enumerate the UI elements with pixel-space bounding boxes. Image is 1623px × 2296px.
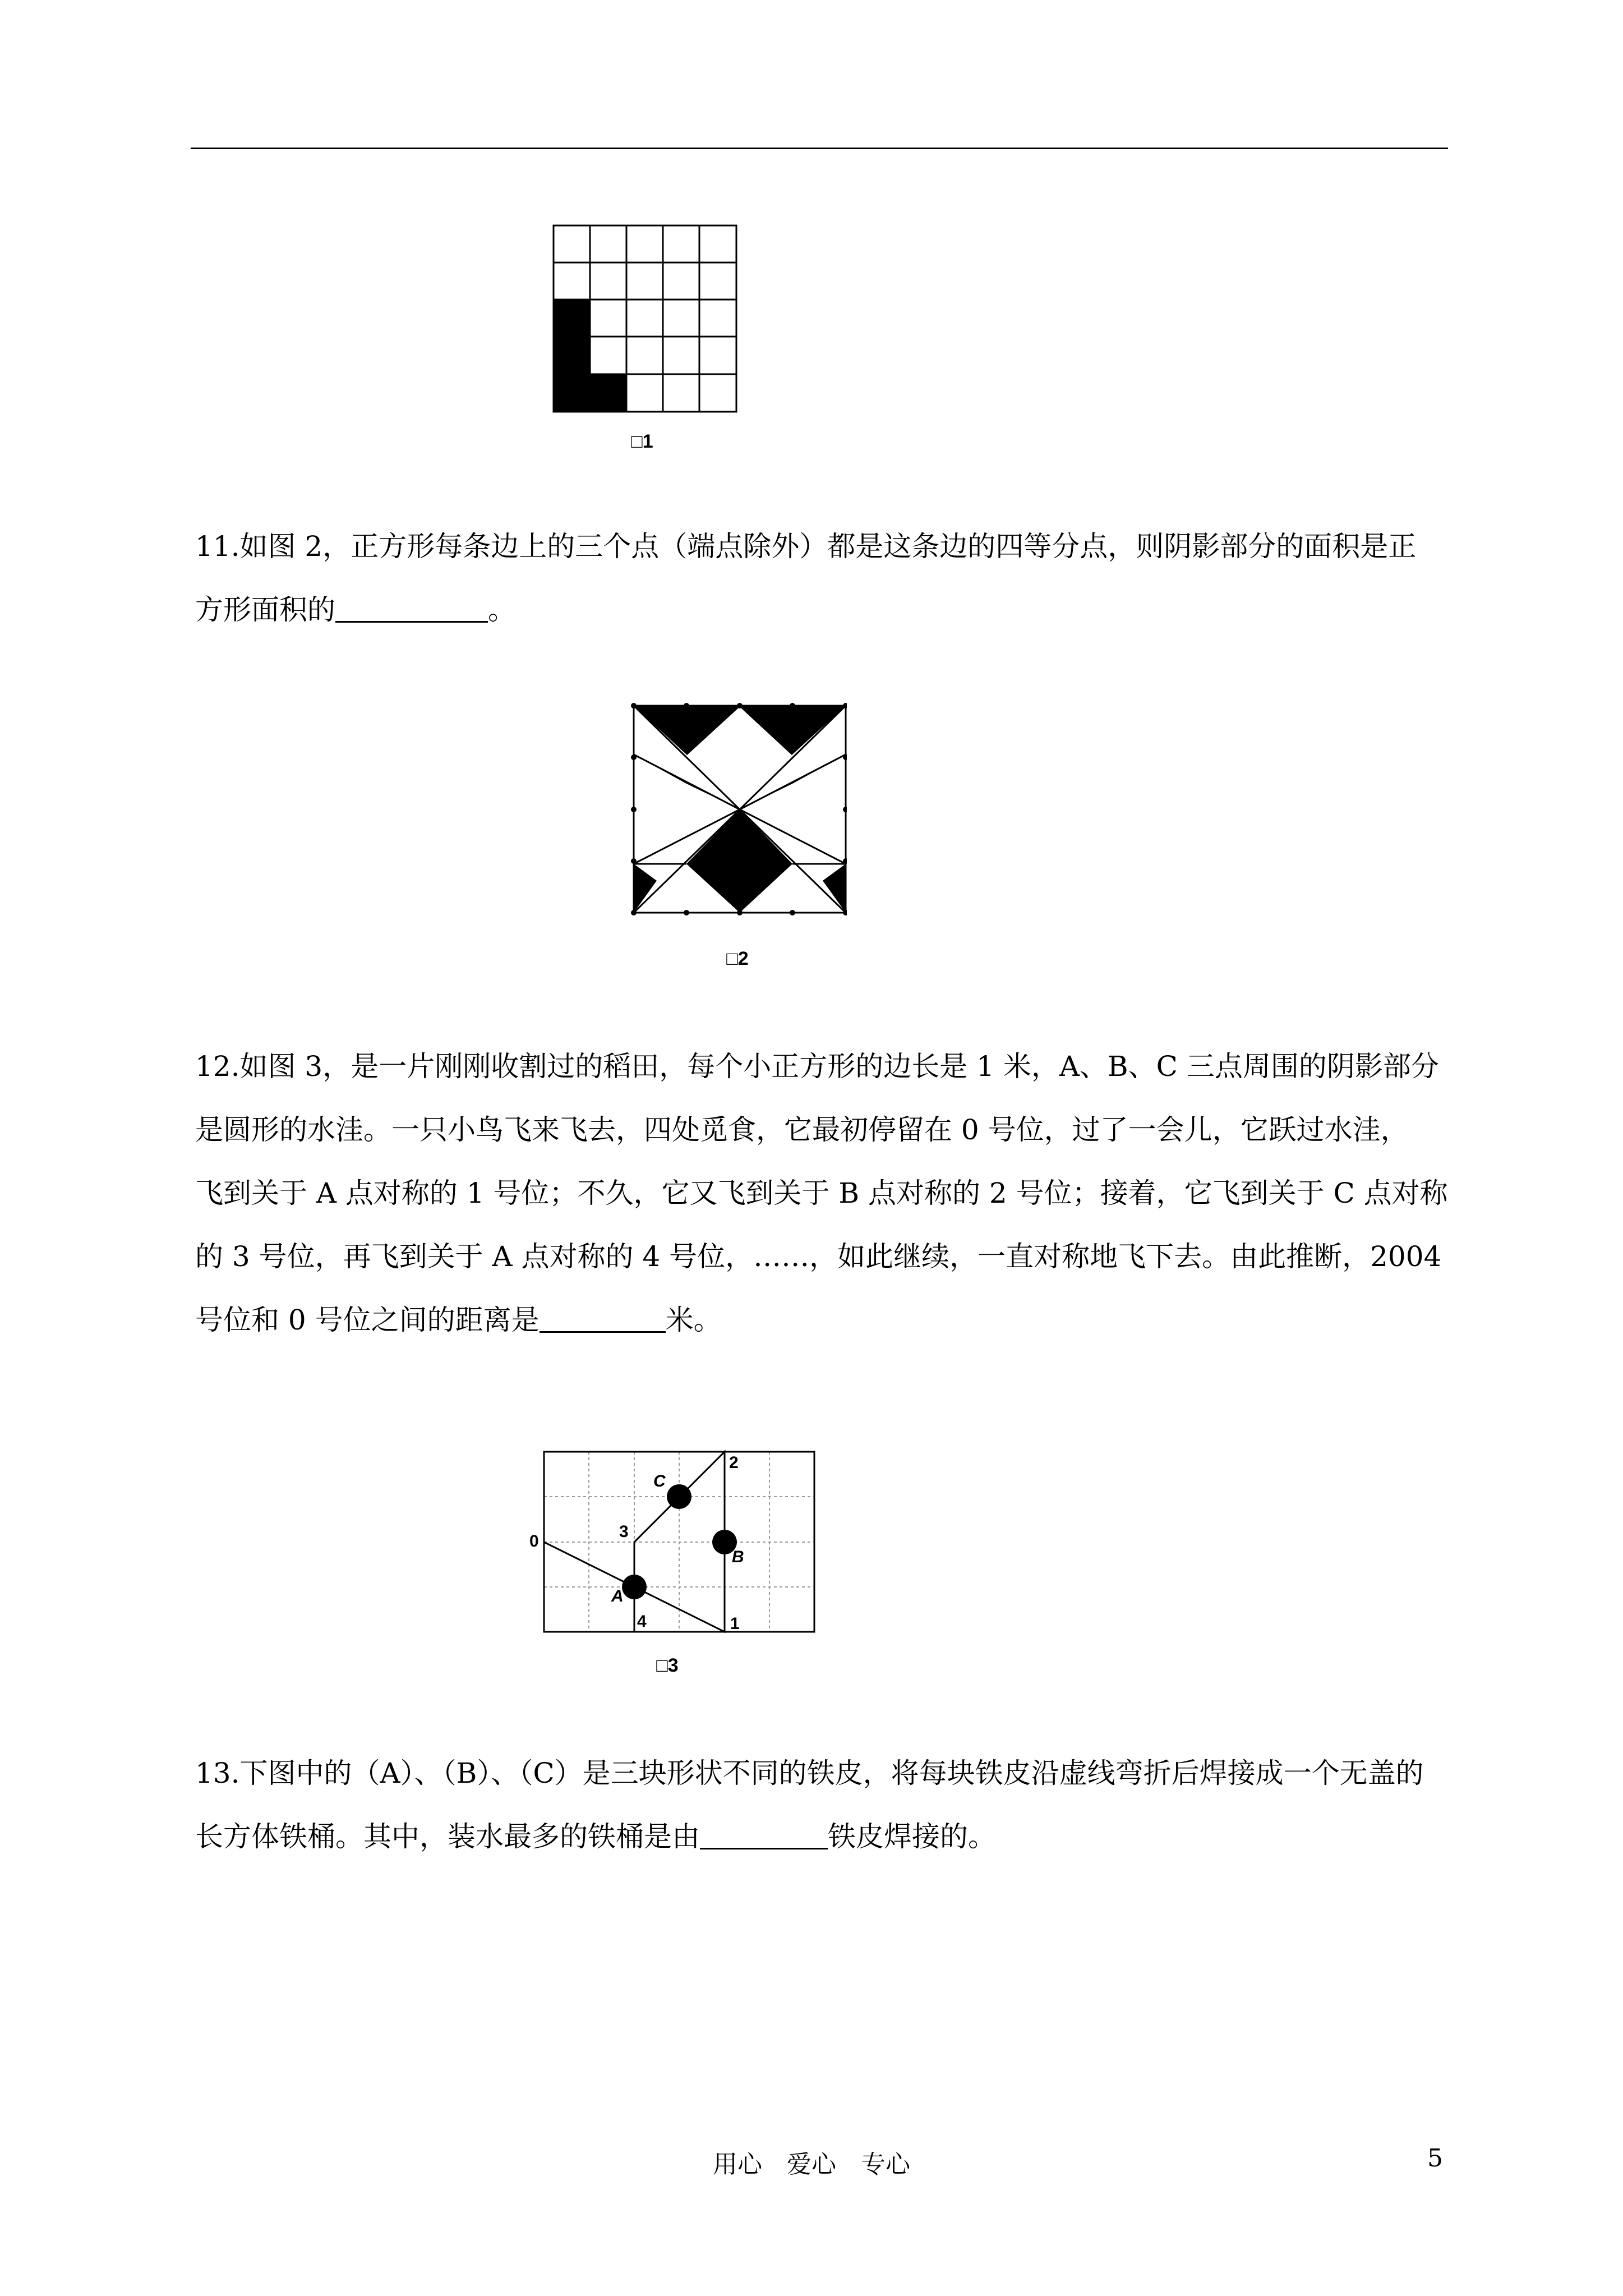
figure-2-square — [623, 698, 847, 923]
q11-text-before-blank: 方形面积的 — [195, 593, 335, 626]
point-label-c: C — [653, 1472, 666, 1490]
position-label-4: 4 — [637, 1612, 647, 1631]
position-label-1: 1 — [730, 1614, 740, 1633]
q12-line-4: 的 3 号位，再飞到关于 A 点对称的 4 号位，……，如此继续，一直对称地飞下去。由此推断，2004 — [195, 1240, 1442, 1273]
q12-answer-blank — [540, 1303, 666, 1333]
point-label-a: A — [611, 1587, 624, 1605]
question-13 — [195, 1742, 1449, 1869]
position-label-0: 0 — [529, 1532, 539, 1550]
q12-text-before-blank: 号位和 0 号位之间的距离是 — [195, 1304, 540, 1336]
puddle-a — [622, 1575, 647, 1599]
q13-line-2 — [195, 1805, 1449, 1869]
header-rule — [191, 148, 1448, 149]
point-label-b: B — [732, 1548, 744, 1566]
shaded-region-horizontal — [589, 374, 626, 412]
figure-1-caption: □1 — [631, 431, 653, 452]
figure-3-caption: □3 — [656, 1655, 679, 1676]
dotted-grid — [544, 1452, 814, 1632]
figure-3-rice-field — [527, 1442, 824, 1649]
q12-text-after-blank: 米。 — [665, 1304, 722, 1336]
puddle-c — [667, 1484, 691, 1509]
q13-line-1: 13.下图中的（A）、（B）、（C）是三块形状不同的铁皮，将每块铁皮沿虚线弯折后焊接成一个无盖的 — [195, 1757, 1424, 1789]
q12-line-2: 是圆形的水洼。一只小鸟飞来飞去，四处觅食，它最初停留在 0 号位，过了一会儿，它跃过水洼， — [195, 1114, 1409, 1146]
q13-text-before-blank: 长方体铁桶。其中，装水最多的铁桶是由 — [195, 1820, 700, 1853]
q11-line-1: 11.如图 2，正方形每条边上的三个点（端点除外）都是这条边的四等分点，则阴影部分的面积是正 — [195, 530, 1417, 563]
shaded-region-vertical — [554, 300, 591, 412]
q12-line-5 — [195, 1289, 1449, 1352]
q12-line-3: 飞到关于 A 点对称的 1 号位；不久，它又飞到关于 B 点对称的 2 号位；接着，它飞到关于 C 点对称 — [195, 1177, 1448, 1209]
figure-2-caption: □2 — [726, 948, 749, 969]
q11-answer-blank — [335, 593, 488, 623]
q13-text-after-blank: 铁皮焊接的。 — [828, 1820, 996, 1853]
position-label-2: 2 — [729, 1453, 739, 1472]
position-label-3: 3 — [619, 1522, 629, 1541]
question-11 — [195, 515, 1449, 642]
page-number: 5 — [1427, 2144, 1443, 2173]
figure-1-grid — [552, 224, 737, 413]
q11-text-after-blank: 。 — [488, 593, 516, 626]
q11-line-2 — [195, 578, 1449, 642]
question-12 — [195, 1035, 1449, 1352]
q12-line-1: 12.如图 3，是一片刚刚收割过的稻田，每个小正方形的边长是 1 米，A、B、C 三点周围的阴影部分 — [195, 1050, 1439, 1083]
footer-motto: 用心 爱心 专心 — [713, 2150, 910, 2179]
q13-answer-blank — [700, 1820, 828, 1849]
